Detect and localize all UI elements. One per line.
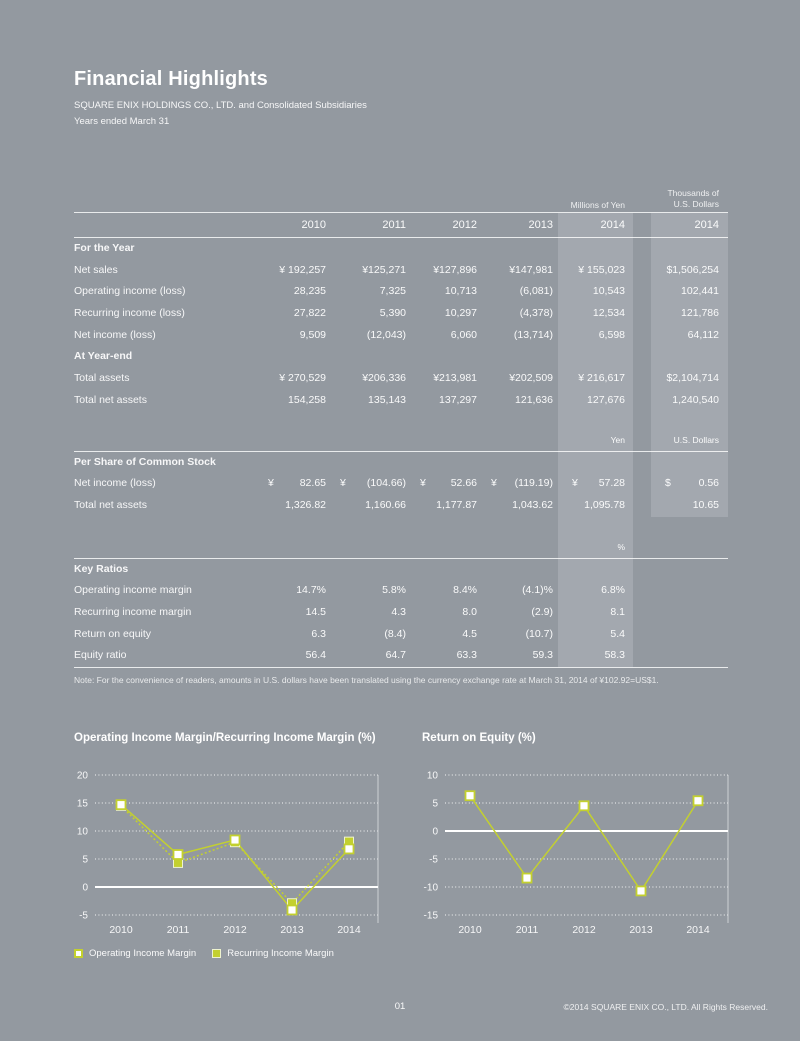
margins-line-chart: [74, 760, 384, 940]
table-row: [74, 473, 728, 495]
table-cell: 5,390: [379, 307, 406, 320]
y-axis-tick-label: 5: [82, 854, 88, 866]
currency-symbol: ¥: [268, 477, 274, 490]
table-cell: (4,378): [519, 307, 553, 320]
cell-value: 0.56: [698, 477, 719, 490]
table-cell: [326, 559, 406, 581]
table-gap: [633, 602, 651, 624]
table-cell: 59.3: [532, 649, 553, 662]
table-section-header-row: [74, 559, 728, 581]
table-cell: 2014: [694, 219, 719, 231]
table-cell: [651, 238, 728, 260]
table-cell: 56.4: [305, 649, 326, 662]
data-point-marker: [231, 835, 240, 844]
table-cell: 1,177.87: [436, 498, 477, 511]
row-label: Total net assets: [74, 393, 147, 406]
table-row: [74, 645, 728, 667]
table-cell: [254, 559, 326, 581]
table-gap: [633, 580, 651, 602]
y-axis-tick-label: -15: [423, 910, 438, 922]
data-point-marker: [345, 844, 354, 853]
table-cell: U.S. Dollars: [673, 434, 719, 445]
table-cell: 127,676: [587, 393, 625, 406]
table-cell: (10.7): [525, 627, 553, 640]
table-cell: 10.65: [692, 498, 719, 511]
table-cell: ¥147,981: [509, 263, 553, 276]
table-cell: 12,534: [592, 307, 625, 320]
table-cell: (6,081): [519, 285, 553, 298]
table-cell: [254, 536, 326, 558]
table-cell: ¥ 192,257: [279, 263, 326, 276]
table-row: [74, 495, 728, 517]
x-axis-label: 2010: [109, 924, 133, 936]
table-cell: [558, 238, 633, 260]
table-cell: $1,506,254: [666, 263, 719, 276]
table-cell: 10,543: [592, 285, 625, 298]
table-gap: [633, 238, 651, 260]
table-cell: [477, 559, 553, 581]
chart-title-margins: Operating Income Margin/Recurring Income Margin (%): [74, 732, 376, 744]
table-gap: [633, 303, 651, 325]
table-cell: [406, 473, 477, 495]
table-cell: 1,326.82: [285, 498, 326, 511]
x-axis-label: 2013: [629, 924, 653, 936]
company-subtitle: SQUARE ENIX HOLDINGS CO., LTD. and Consolidated Subsidiaries: [74, 100, 367, 111]
table-cell: 4.3: [391, 605, 406, 618]
page-number: 01: [394, 1001, 406, 1012]
y-axis-tick-label: -5: [79, 910, 88, 922]
data-point-marker: [694, 796, 703, 805]
table-cell: ¥ 155,023: [578, 263, 625, 276]
table-gap: [633, 213, 651, 237]
table-cell: [406, 452, 477, 474]
table-cell: [651, 536, 728, 558]
table-cell: 2011: [382, 219, 406, 231]
row-label: Equity ratio: [74, 649, 127, 662]
x-axis-label: 2011: [515, 924, 539, 936]
row-label: Net income (loss): [74, 477, 156, 490]
x-axis-label: 2012: [572, 924, 596, 936]
table-gap: [633, 495, 651, 517]
x-axis-label: 2012: [223, 924, 247, 936]
data-point-marker: [466, 791, 475, 800]
data-point-marker: [580, 801, 589, 810]
series-line: [121, 806, 349, 903]
table-cell: 1,240,540: [672, 393, 719, 406]
table-cell: [406, 346, 477, 368]
table-row: [74, 281, 728, 303]
row-label: Total net assets: [74, 498, 147, 511]
table-spacer: [74, 412, 728, 429]
table-gap: [633, 281, 651, 303]
table-cell: (8.4): [384, 627, 406, 640]
table-cell: [326, 473, 406, 495]
table-unit-row: [74, 429, 728, 451]
table-cell: [477, 473, 553, 495]
unit-label-thousands-usd: Thousands of U.S. Dollars: [667, 188, 719, 209]
table-cell: 121,636: [515, 393, 553, 406]
table-gap: [633, 390, 651, 412]
table-cell: 64.7: [385, 649, 406, 662]
row-label: Operating income (loss): [74, 285, 186, 298]
currency-symbol: ¥: [340, 477, 346, 490]
table-gap: [633, 645, 651, 667]
y-axis-tick-label: 10: [426, 770, 438, 782]
y-axis-tick-label: 0: [82, 882, 88, 894]
table-cell: [326, 452, 406, 474]
period-subtitle: Years ended March 31: [74, 116, 170, 127]
table-gap: [633, 624, 651, 646]
table-cell: [406, 238, 477, 260]
table-cell: 1,160.66: [365, 498, 406, 511]
table-cell: 1,095.78: [584, 498, 625, 511]
y-axis-tick-label: -5: [429, 854, 438, 866]
table-gap: [633, 325, 651, 347]
table-cell: [254, 452, 326, 474]
row-label: Recurring income (loss): [74, 307, 185, 320]
currency-symbol: ¥: [572, 477, 578, 490]
chart-legend: [74, 948, 334, 959]
table-cell: $2,104,714: [666, 372, 719, 385]
y-axis-tick-label: -10: [423, 882, 438, 894]
table-gap: [633, 559, 651, 581]
table-cell: (2.9): [531, 605, 553, 618]
table-gap: [633, 368, 651, 390]
table-cell: Yen: [610, 434, 625, 445]
table-cell: 6.8%: [601, 584, 625, 597]
table-cell: ¥ 270,529: [279, 372, 326, 385]
unit-label-millions-of-yen: Millions of Yen: [570, 200, 625, 210]
table-gap: [633, 452, 651, 474]
table-cell: 6,598: [598, 328, 625, 341]
table-cell: [406, 429, 477, 451]
table-cell: [651, 580, 728, 602]
table-cell: 58.3: [604, 649, 625, 662]
table-cell: 154,258: [288, 393, 326, 406]
table-row: [74, 624, 728, 646]
y-axis-tick-label: 20: [76, 770, 88, 782]
table-cell: ¥202,509: [509, 372, 553, 385]
table-cell: [477, 452, 553, 474]
table-cell: 121,786: [681, 307, 719, 320]
copyright-notice: ©2014 SQUARE ENIX CO., LTD. All Rights Reserved.: [563, 1002, 768, 1012]
x-axis-label: 2014: [337, 924, 361, 936]
table-cell: ¥127,896: [433, 263, 477, 276]
table-body: [74, 180, 728, 686]
table-cell: 10,297: [444, 307, 477, 320]
table-section-header-row: [74, 346, 728, 368]
table-gap: [633, 536, 651, 558]
table-cell: (13,714): [513, 328, 553, 341]
table-cell: [558, 559, 633, 581]
table-cell: 27,822: [293, 307, 326, 320]
table-cell: 5.4: [610, 627, 625, 640]
table-gap: [633, 346, 651, 368]
table-cell: ¥125,271: [362, 263, 406, 276]
legend-label-recurring: Recurring Income Margin: [227, 948, 334, 959]
table-unit-header: [74, 180, 728, 212]
legend-swatch-recurring-icon: [212, 949, 221, 958]
table-cell: 7,325: [379, 285, 406, 298]
cell-value: 52.66: [450, 477, 477, 490]
table-cell: %: [617, 541, 625, 552]
section-header: Per Share of Common Stock: [74, 455, 216, 468]
table-cell: [477, 346, 553, 368]
section-header: For the Year: [74, 242, 135, 254]
data-point-marker: [523, 874, 532, 883]
table-cell: 2014: [600, 219, 625, 231]
table-row: [74, 602, 728, 624]
x-axis-label: 2014: [686, 924, 710, 936]
row-label: Net income (loss): [74, 328, 156, 341]
currency-symbol: ¥: [420, 477, 426, 490]
y-axis-tick-label: 0: [432, 826, 438, 838]
legend-item-operating: [74, 948, 196, 959]
table-row: [74, 325, 728, 347]
table-cell: [651, 452, 728, 474]
table-cell: [326, 238, 406, 260]
table-cell: [406, 559, 477, 581]
table-cell: (4.1)%: [522, 584, 553, 597]
currency-symbol: ¥: [491, 477, 497, 490]
table-cell: 1,043.62: [512, 498, 553, 511]
currency-symbol: $: [665, 477, 671, 490]
table-cell: [651, 559, 728, 581]
table-row: [74, 390, 728, 412]
row-label: Recurring income margin: [74, 605, 192, 618]
table-rule: [74, 667, 728, 668]
table-cell: [254, 346, 326, 368]
table-cell: 6,060: [450, 328, 477, 341]
cell-value: 82.65: [299, 477, 326, 490]
page-title: Financial Highlights: [74, 68, 269, 90]
section-header: At Year-end: [74, 350, 133, 363]
table-cell: 6.3: [311, 627, 326, 640]
table-cell: 2013: [528, 219, 553, 231]
table-cell: [477, 429, 553, 451]
table-gap: [633, 473, 651, 495]
table-cell: [477, 536, 553, 558]
table-cell: 9,509: [299, 328, 326, 341]
table-cell: [406, 536, 477, 558]
table-year-header-row: [74, 213, 728, 237]
table-cell: ¥206,336: [362, 372, 406, 385]
table-row: [74, 580, 728, 602]
table-cell: 2010: [301, 219, 326, 231]
y-axis-tick-label: 15: [76, 798, 88, 810]
table-gap: [633, 429, 651, 451]
row-label: Net sales: [74, 263, 118, 276]
table-cell: 102,441: [681, 285, 719, 298]
row-label: Return on equity: [74, 627, 152, 640]
table-cell: 63.3: [456, 649, 477, 662]
table-cell: [651, 473, 728, 495]
x-axis-label: 2011: [166, 924, 190, 936]
table-cell: 135,143: [368, 393, 406, 406]
table-cell: [326, 346, 406, 368]
legend-item-recurring: [212, 948, 334, 959]
table-cell: ¥213,981: [433, 372, 477, 385]
financial-highlights-table: [74, 180, 728, 686]
cell-value: (104.66): [366, 477, 406, 490]
data-point-marker: [174, 850, 183, 859]
chart-title-roe: Return on Equity (%): [422, 732, 536, 744]
table-cell: 14.5: [305, 605, 326, 618]
section-header: Key Ratios: [74, 562, 129, 575]
table-cell: [558, 452, 633, 474]
legend-label-operating: Operating Income Margin: [89, 948, 197, 959]
x-axis-label: 2013: [280, 924, 304, 936]
table-cell: 14.7%: [296, 584, 326, 597]
row-label: Total assets: [74, 372, 130, 385]
table-cell: [651, 346, 728, 368]
table-cell: [651, 602, 728, 624]
table-section-header-row: [74, 452, 728, 474]
table-cell: [326, 429, 406, 451]
table-cell: 137,297: [439, 393, 477, 406]
table-cell: 8.0: [462, 605, 477, 618]
table-cell: 10,713: [444, 285, 477, 298]
table-cell: [254, 473, 326, 495]
table-section-header-row: [74, 238, 728, 260]
data-point-marker: [117, 800, 126, 809]
table-cell: 28,235: [293, 285, 326, 298]
row-label: Operating income margin: [74, 584, 192, 597]
table-cell: [558, 473, 633, 495]
table-cell: [651, 645, 728, 667]
table-cell: 2012: [452, 219, 477, 231]
y-axis-tick-label: 10: [76, 826, 88, 838]
table-footnote: Note: For the convenience of readers, amounts in U.S. dollars have been translated using the currency exchange rate at March 31, 2014 of ¥102.92=US$1.: [74, 675, 659, 685]
table-cell: [326, 536, 406, 558]
table-corner: [74, 213, 254, 237]
cell-value: (119.19): [514, 477, 553, 490]
roe-line-chart: [422, 760, 732, 940]
data-point-marker: [288, 905, 297, 914]
table-cell: [651, 624, 728, 646]
table-unit-row: [74, 536, 728, 558]
table-row: [74, 303, 728, 325]
cell-value: 57.28: [598, 477, 625, 490]
table-cell: 64,112: [687, 328, 719, 341]
table-cell: ¥ 216,617: [578, 372, 625, 385]
x-axis-label: 2010: [458, 924, 482, 936]
table-row: [74, 368, 728, 390]
data-point-marker: [637, 886, 646, 895]
table-cell: [254, 238, 326, 260]
legend-swatch-operating-icon: [74, 949, 83, 958]
table-cell: 5.8%: [382, 584, 406, 597]
table-cell: [477, 238, 553, 260]
table-cell: [558, 346, 633, 368]
table-cell: 8.1: [610, 605, 625, 618]
table-row: [74, 260, 728, 282]
y-axis-tick-label: 5: [432, 798, 438, 810]
table-cell: 4.5: [462, 627, 477, 640]
table-cell: (12,043): [366, 328, 406, 341]
table-gap: [633, 260, 651, 282]
series-line: [121, 805, 349, 910]
table-cell: 8.4%: [453, 584, 477, 597]
table-spacer: [74, 517, 728, 536]
table-cell: [254, 429, 326, 451]
